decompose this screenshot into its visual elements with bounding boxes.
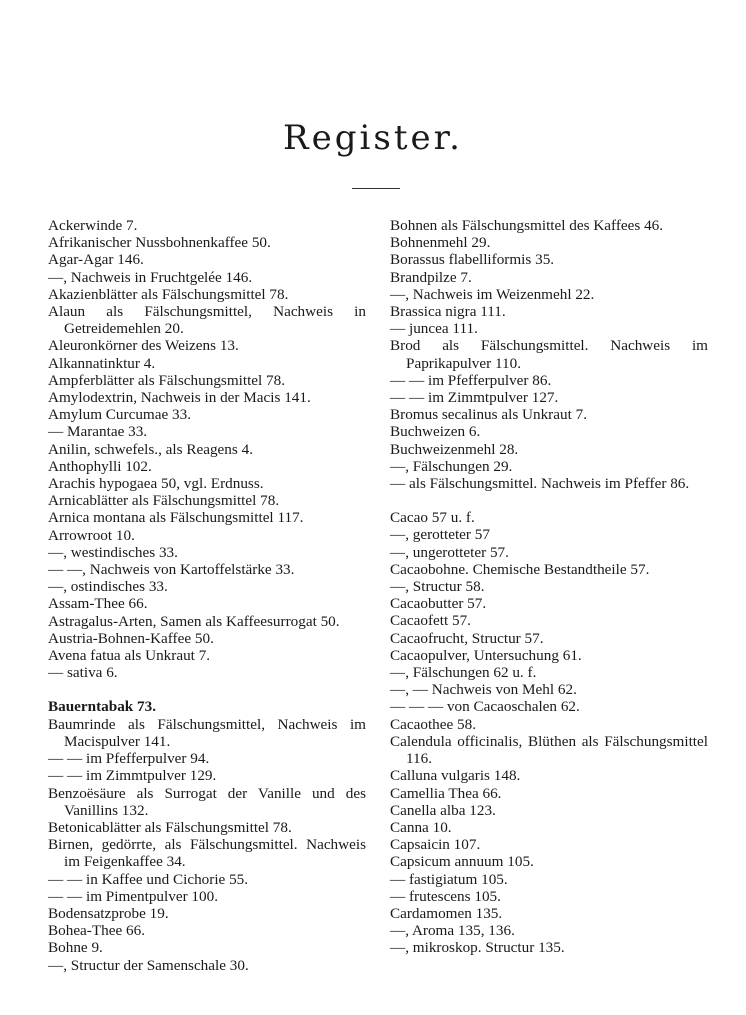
index-entry: — — im Pfefferpulver 94. <box>48 750 210 768</box>
index-entry: —, ostindisches 33. <box>48 578 168 596</box>
index-entry: Arnicablätter als Fälschungsmittel 78. <box>48 492 280 510</box>
index-entry: Bohea-Thee 66. <box>48 922 145 940</box>
index-entry: Bauerntabak 73. <box>48 698 157 716</box>
index-column-left <box>48 217 366 974</box>
index-entry: —, Aroma 135, 136. <box>390 922 515 940</box>
index-entry: Arnica montana als Fälschungsmittel 117. <box>48 509 304 527</box>
index-entry: —, Fälschungen 62 u. f. <box>390 664 537 682</box>
index-entry: —, mikroskop. Structur 135. <box>390 939 565 957</box>
index-entry: Brandpilze 7. <box>390 268 472 286</box>
index-entry: Akazienblätter als Fälschungsmittel 78. <box>48 285 289 303</box>
index-entry: —, Structur der Samenschale 30. <box>48 956 249 974</box>
index-entry: Birnen, gedörrte, als Fälschungsmittel. Nachweis im Feigenkaffee 34. <box>48 836 366 871</box>
index-entry: Avena fatua als Unkraut 7. <box>48 647 211 665</box>
index-entry: — — — von Cacaoschalen 62. <box>390 698 580 716</box>
index-entry: Buchweizen 6. <box>390 423 481 441</box>
index-entry: — — in Kaffee und Cichorie 55. <box>48 870 249 888</box>
index-entry: Cacaopulver, Untersuchung 61. <box>390 646 582 664</box>
index-entry: Aleuronkörner des Weizens 13. <box>48 337 239 355</box>
index-entry: Amylodextrin, Nachweis in der Macis 141. <box>48 389 311 407</box>
index-entry: — — im Zimmtpulver 127. <box>390 389 559 407</box>
index-entry: —, Nachweis in Fruchtgelée 146. <box>48 268 253 286</box>
index-entry: Brassica nigra 111. <box>390 303 506 321</box>
index-entry: — als Fälschungsmittel. Nachweis im Pfeffer 86. <box>390 475 690 493</box>
index-entry: Astragalus-Arten, Samen als Kaffeesurrogat 50. <box>48 612 340 630</box>
index-entry: Capsaicin 107. <box>390 836 481 854</box>
page-title: Register. <box>283 118 463 158</box>
index-entry: Afrikanischer Nussbohnenkaffee 50. <box>48 234 271 252</box>
index-entry: Austria-Bohnen-Kaffee 50. <box>48 629 214 647</box>
index-entry: Borassus flabelliformis 35. <box>390 251 555 269</box>
index-entry: — fastigiatum 105. <box>390 870 508 888</box>
index-entry: — sativa 6. <box>48 664 118 682</box>
title-divider <box>352 188 400 189</box>
index-entry: Baumrinde als Fälschungsmittel, Nachweis im Macispulver 141. <box>48 715 366 750</box>
index-entry: — — im Zimmtpulver 129. <box>48 767 217 785</box>
index-entry: Amylum Curcumae 33. <box>48 406 191 424</box>
index-entry: Cacaofrucht, Structur 57. <box>390 629 544 647</box>
index-entry: Cacao 57 u. f. <box>390 509 475 527</box>
index-entry: Capsicum annuum 105. <box>390 853 534 871</box>
index-entry: Anilin, schwefels., als Reagens 4. <box>48 440 253 458</box>
index-entry: Calluna vulgaris 148. <box>390 767 521 785</box>
index-entry: — — im Pimentpulver 100. <box>48 887 219 905</box>
index-entry: Arrowroot 10. <box>48 526 135 544</box>
index-entry: Anthophylli 102. <box>48 457 152 475</box>
index-entry: Bohnen als Fälschungsmittel des Kaffees 46. <box>390 217 664 234</box>
index-entry: Arachis hypogaea 50, vgl. Erdnuss. <box>48 475 264 493</box>
index-entry: — — im Pfefferpulver 86. <box>390 371 552 389</box>
index-entry: Buchweizenmehl 28. <box>390 440 519 458</box>
index-entry: —, Fälschungen 29. <box>390 457 513 475</box>
index-entry: —, westindisches 33. <box>48 543 178 561</box>
index-entry: —, — Nachweis von Mehl 62. <box>390 681 577 699</box>
index-column-right <box>390 217 708 957</box>
index-entry: — Marantae 33. <box>48 423 148 441</box>
index-entry: Betonicablätter als Fälschungsmittel 78. <box>48 818 292 836</box>
index-entry: Cardamomen 135. <box>390 904 503 922</box>
index-entry: Bodensatzprobe 19. <box>48 904 169 922</box>
index-entry: Cacaofett 57. <box>390 612 471 630</box>
index-entry: Alkannatinktur 4. <box>48 354 156 372</box>
index-entry: — juncea 111. <box>390 320 478 338</box>
index-entry: Canna 10. <box>390 818 452 836</box>
index-entry: Ampferblätter als Fälschungsmittel 78. <box>48 371 286 389</box>
index-entry: —, ungerotteter 57. <box>390 543 509 561</box>
index-entry: Cacaobutter 57. <box>390 595 487 613</box>
index-entry: Bohnenmehl 29. <box>390 234 491 252</box>
index-entry: Camellia Thea 66. <box>390 784 502 802</box>
index-entry: Canella alba 123. <box>390 801 496 819</box>
index-entry: Alaun als Fälschungsmittel, Nachweis in Getreidemehlen 20. <box>48 303 366 338</box>
index-entry: Bohne 9. <box>48 939 103 957</box>
index-entry: Agar-Agar 146. <box>48 251 144 269</box>
index-entry: —, gerotteter 57 <box>390 526 490 544</box>
index-entry: Cacaobohne. Chemische Bestandtheile 57. <box>390 560 650 578</box>
index-entry: Brod als Fälschungsmittel. Nachweis im Paprikapulver 110. <box>390 337 708 372</box>
index-entry: —, Structur 58. <box>390 578 485 596</box>
index-entry: — —, Nachweis von Kartoffelstärke 33. <box>48 561 295 579</box>
index-entry: Assam-Thee 66. <box>48 595 148 613</box>
index-entry: Bromus secalinus als Unkraut 7. <box>390 406 587 424</box>
index-entry: Calendula officinalis, Blüthen als Fälschungsmittel 116. <box>390 732 708 768</box>
index-entry: Cacaothee 58. <box>390 715 477 733</box>
index-entry: —, Nachweis im Weizenmehl 22. <box>390 285 595 303</box>
index-entry: Ackerwinde 7. <box>48 217 138 234</box>
index-entry: — frutescens 105. <box>390 887 501 905</box>
index-entry: Benzoësäure als Surrogat der Vanille und des Vanillins 132. <box>48 784 366 819</box>
